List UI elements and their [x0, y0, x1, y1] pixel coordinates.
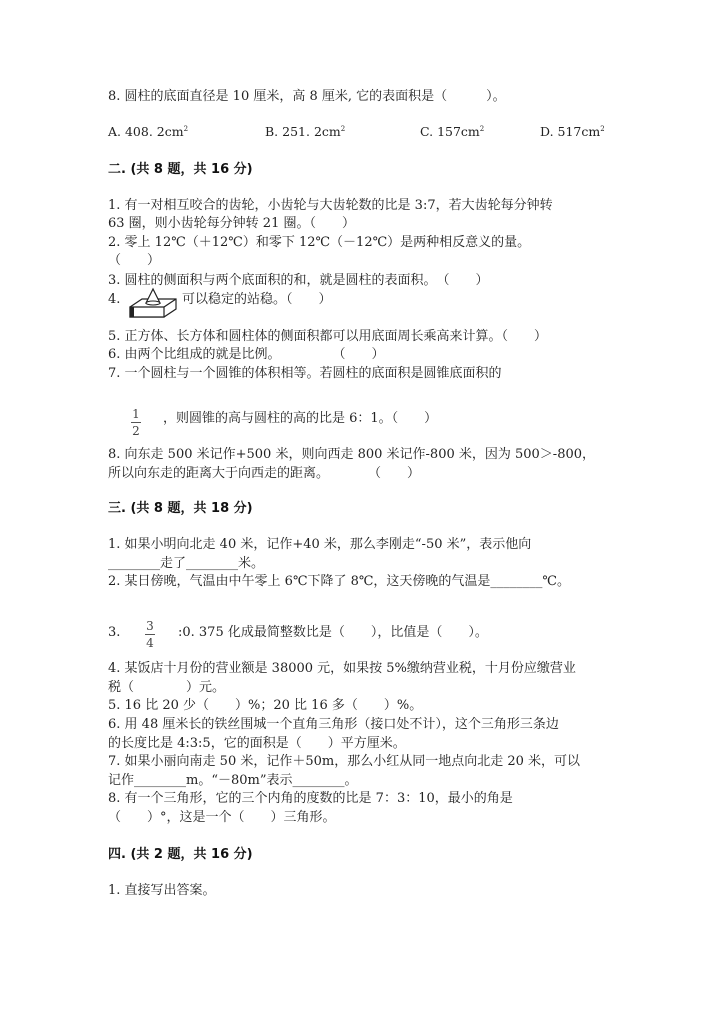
s1-q8-option-a: [108, 124, 188, 139]
section2-header: 二. (共 8 题，共 16 分): [108, 162, 253, 177]
s2-q1-line1: 1. 有一对相互咬合的齿轮，小齿轮与大齿轮数的比是 3:7，若大齿轮每分钟转: [108, 198, 553, 213]
s2-q7-fraction: [131, 407, 141, 438]
s3-q6-line1: 6. 用 48 厘米长的铁丝围城一个直角三角形（接口处不计），这个三角形三条边: [108, 717, 559, 732]
numerator: 1: [132, 407, 140, 421]
s3-q4-line2: 税（ ）元。: [108, 680, 226, 695]
s3-q1-line1: 1. 如果小明向北走 40 米，记作+40 米，那么李刚走“-50 米”，表示他向: [108, 537, 532, 552]
s2-q2-line1: 2. 零上 12℃（＋12℃）和零下 12℃（－12℃）是两种相反意义的量。: [108, 235, 531, 250]
s2-q7-line2: ，则圆锥的高与圆柱的高的比是 6：1。（ ）: [163, 411, 438, 426]
superscript: 2: [600, 124, 605, 133]
section4-header: 四. (共 2 题，共 16 分): [108, 847, 253, 862]
s3-q4-line1: 4. 某饭店十月份的营业额是 38000 元，如果按 5%缴纳营业税，十月份应缴营业: [108, 661, 576, 676]
s1-q8-option-b: [265, 124, 345, 139]
s3-q7-line2: 记作________m。“－80m”表示________。: [108, 773, 358, 788]
superscript: 2: [183, 124, 189, 133]
s4-q1: 1. 直接写出答案。: [108, 883, 216, 898]
s2-q4-text: 可以稳定的站稳。（ ）: [182, 292, 332, 307]
s1-q8-option-c: [420, 124, 484, 139]
s3-q2: 2. 某日傍晚，气温由中午零上 6℃下降了 8℃，这天傍晚的气温是________℃。: [108, 574, 570, 589]
s3-q3-fraction: [145, 619, 155, 650]
s3-q5: 5. 16 比 20 少（ ）%；20 比 16 多（ ）%。: [108, 698, 423, 713]
s3-q3-number: 3.: [108, 625, 121, 640]
numerator: 3: [146, 619, 154, 633]
s2-q3: 3. 圆柱的侧面积与两个底面积的和，就是圆柱的表面积。 （ ）: [108, 273, 489, 288]
s2-q1-line2: 63 圈，则小齿轮每分钟转 21 圈。（ ）: [108, 216, 355, 231]
option-label: D. 517cm: [540, 124, 601, 139]
s3-q8-line2: （ ）°，这是一个（ ）三角形。: [108, 810, 336, 825]
cone-on-block-icon: [126, 287, 178, 321]
s2-q8-line1: 8. 向东走 500 米记作+500 米，则向西走 800 米记作-800 米，因为 500＞-800，: [108, 447, 596, 462]
s2-q8-line2: 所以向东走的距离大于向西走的距离。 （ ）: [108, 466, 421, 481]
s3-q6-line2: 的长度比是 4:3:5，它的面积是（ ）平方厘米。: [108, 736, 406, 751]
s1-q8-option-d: [540, 124, 605, 139]
s3-q7-line1: 7. 如果小丽向南走 50 米，记作＋50m，那么小红从同一地点向北走 20 米，可以: [108, 754, 581, 769]
fraction-bar: [131, 422, 141, 423]
option-label: A. 408. 2cm: [108, 124, 184, 139]
option-label: C. 157cm: [420, 124, 480, 139]
s3-q3-text: :0. 375 化成最简整数比是（ ），比值是（ ）。: [178, 625, 488, 640]
s3-q1-line2: ________走了________米。: [108, 556, 265, 571]
section3-header: 三. (共 8 题，共 18 分): [108, 501, 253, 516]
s2-q2-line2: （ ）: [108, 253, 161, 268]
denominator: 4: [146, 636, 154, 650]
s2-q4-number: 4.: [108, 292, 121, 307]
superscript: 2: [479, 124, 485, 133]
s3-q8-line1: 8. 有一个三角形，它的三个内角的度数的比是 7：3：10，最小的角是: [108, 791, 513, 806]
s1-q8-text: 8. 圆柱的底面直径是 10 厘米，高 8 厘米, 它的表面积是（ ）。: [108, 89, 506, 104]
s2-q6: 6. 由两个比组成的就是比例。 （ ）: [108, 347, 385, 362]
s2-q5: 5. 正方体、长方体和圆柱体的侧面积都可以用底面周长乘高来计算。（ ）: [108, 329, 548, 344]
s2-q7-line1: 7. 一个圆柱与一个圆锥的体积相等。若圆柱的底面积是圆锥底面积的: [108, 366, 502, 381]
fraction-bar: [145, 634, 155, 635]
option-label: B. 251. 2cm: [265, 124, 341, 139]
superscript: 2: [340, 124, 346, 133]
denominator: 2: [132, 424, 140, 438]
